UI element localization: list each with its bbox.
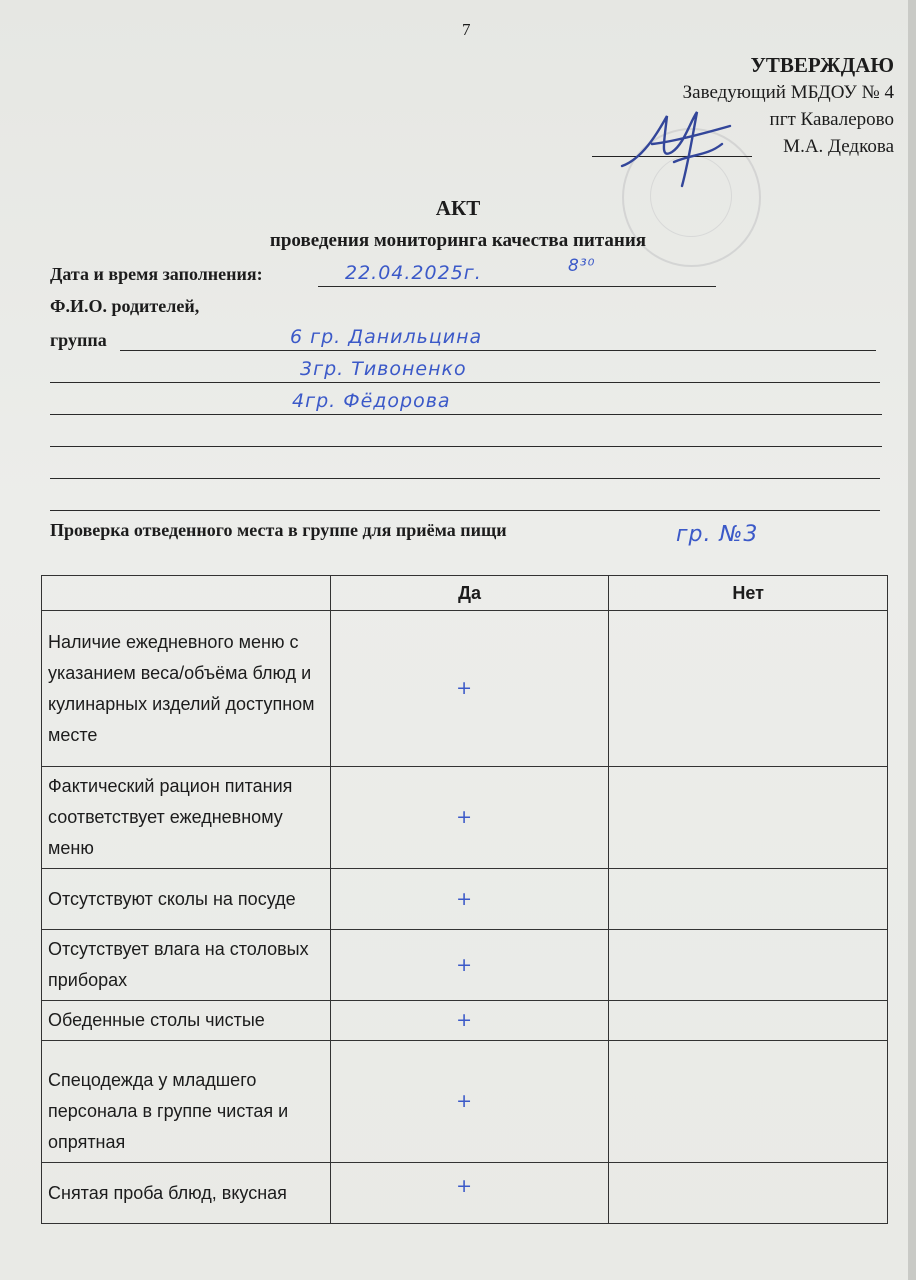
yes-mark: + bbox=[456, 1175, 474, 1197]
table-row bbox=[42, 1001, 888, 1041]
table-row bbox=[42, 611, 888, 767]
table-row bbox=[42, 1163, 888, 1224]
form-line bbox=[50, 510, 880, 511]
table-row bbox=[42, 930, 888, 1001]
approval-position: Заведующий МБДОУ № 4 bbox=[682, 82, 894, 103]
parents-label: Ф.И.О. родителей, bbox=[50, 296, 200, 316]
document-title: АКТ bbox=[435, 196, 481, 220]
form-line bbox=[50, 478, 880, 479]
table-header-row bbox=[42, 576, 888, 611]
yes-cell bbox=[330, 930, 609, 1001]
header-criterion bbox=[42, 576, 331, 611]
approval-heading: УТВЕРЖДАЮ bbox=[750, 53, 894, 77]
no-cell bbox=[609, 869, 888, 930]
table-row bbox=[42, 869, 888, 930]
yes-cell bbox=[330, 1041, 609, 1163]
yes-cell bbox=[330, 767, 609, 869]
group-label: группа bbox=[50, 330, 107, 350]
section-heading: Проверка отведенного места в группе для приёма пищи bbox=[50, 520, 507, 540]
criterion-cell: Спецодежда у младшего персонала в группе чистая и опрятная bbox=[42, 1041, 331, 1163]
criterion-cell: Отсутствуют сколы на посуде bbox=[42, 869, 331, 930]
approval-name: М.А. Дедкова bbox=[783, 136, 894, 157]
no-cell bbox=[609, 1001, 888, 1041]
no-cell bbox=[609, 930, 888, 1001]
time-value: 8³⁰ bbox=[568, 256, 596, 276]
no-cell bbox=[609, 611, 888, 767]
criterion-cell: Наличие ежедневного меню с указанием веса/объёма блюд и кулинарных изделий доступном месте bbox=[42, 611, 331, 767]
group-entry: 3гр. Тивоненко bbox=[300, 358, 467, 380]
header-no: Нет bbox=[609, 576, 888, 611]
signature-icon bbox=[612, 104, 742, 194]
criterion-cell: Отсутствует влага на столовых приборах bbox=[42, 930, 331, 1001]
checklist-table bbox=[41, 575, 888, 1224]
document-subtitle: проведения мониторинга качества питания bbox=[269, 230, 647, 251]
form-line bbox=[50, 414, 882, 415]
yes-mark: + bbox=[456, 953, 474, 976]
page-number: 7 bbox=[462, 20, 471, 39]
group-entry: 6 гр. Данильцина bbox=[290, 326, 483, 348]
yes-cell bbox=[330, 1001, 609, 1041]
datetime-line bbox=[318, 286, 716, 287]
criterion-cell: Снятая проба блюд, вкусная bbox=[42, 1163, 331, 1224]
table-row bbox=[42, 1041, 888, 1163]
yes-mark: + bbox=[456, 677, 474, 699]
header-yes: Да bbox=[330, 576, 609, 611]
criterion-cell: Обеденные столы чистые bbox=[42, 1001, 331, 1041]
yes-cell bbox=[330, 611, 609, 767]
no-cell bbox=[609, 767, 888, 869]
group-line bbox=[120, 350, 876, 351]
page-edge bbox=[908, 0, 916, 1280]
datetime-label: Дата и время заполнения: bbox=[50, 264, 263, 284]
form-line bbox=[50, 382, 880, 383]
yes-cell bbox=[330, 869, 609, 930]
yes-mark: + bbox=[456, 1009, 474, 1031]
yes-cell bbox=[330, 1163, 609, 1224]
yes-mark: + bbox=[456, 1090, 474, 1112]
yes-mark: + bbox=[456, 806, 474, 828]
form-line bbox=[50, 446, 882, 447]
approval-place: пгт Кавалерово bbox=[769, 109, 894, 130]
section-group-note: гр. №3 bbox=[676, 522, 759, 547]
no-cell bbox=[609, 1163, 888, 1224]
yes-mark: + bbox=[456, 887, 474, 910]
no-cell bbox=[609, 1041, 888, 1163]
datetime-value: 22.04.2025г. bbox=[345, 262, 482, 284]
criterion-cell: Фактический рацион питания соответствует ежедневному меню bbox=[42, 767, 331, 869]
group-entry: 4гр. Фёдорова bbox=[292, 390, 451, 412]
table-row bbox=[42, 767, 888, 869]
